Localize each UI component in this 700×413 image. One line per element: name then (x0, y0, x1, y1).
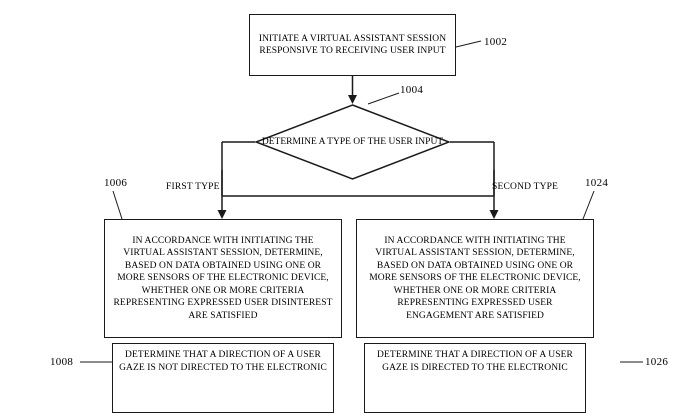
node-engagement-criteria-text: IN ACCORDANCE WITH INITIATING THE VIRTUAL ASSISTANT SESSION, DETERMINE, BASED ON DATA OBTAINED USING ONE OR MORE SENSORS OF THE ELECTRONIC DEVICE, WHETHER ONE OR MORE CRITERIA REPRESENTING EXPRESSED USER ENGAGEMENT ARE SATISFIED (369, 235, 581, 321)
node-gaze-directed-text: DETERMINE THAT A DIRECTION OF A USER GAZE IS DIRECTED TO THE ELECTRONIC (377, 350, 573, 373)
node-initiate-session (249, 14, 456, 76)
node-determine-type-text: DETERMINE A TYPE OF THE USER INPUT (261, 136, 444, 147)
node-determine-type (255, 104, 450, 180)
node-gaze-directed (364, 343, 586, 413)
node-gaze-not-directed (112, 343, 334, 413)
reference-numeral-1008: 1008 (50, 356, 74, 368)
node-gaze-not-directed-text: DETERMINE THAT A DIRECTION OF A USER GAZE IS NOT DIRECTED TO THE ELECTRONIC (119, 350, 327, 373)
branch-label-second-type: SECOND TYPE (492, 182, 559, 192)
branch-label-first-type: FIRST TYPE (166, 182, 220, 192)
reference-numeral-1004: 1004 (400, 84, 424, 96)
node-disinterest-criteria-text: IN ACCORDANCE WITH INITIATING THE VIRTUAL ASSISTANT SESSION, DETERMINE, BASED ON DATA OBTAINED USING ONE OR MORE SENSORS OF THE ELECTRONIC DEVICE, WHETHER ONE OR MORE CRITERIA REPRESENTING EXPRESSED USER DISINTEREST ARE SATISFIED (113, 235, 333, 321)
node-engagement-criteria (356, 219, 594, 338)
node-initiate-session-text: INITIATE A VIRTUAL ASSISTANT SESSION RESPONSIVE TO RECEIVING USER INPUT (258, 33, 447, 56)
reference-numeral-1002: 1002 (484, 36, 508, 48)
reference-numeral-1006: 1006 (104, 177, 128, 189)
reference-numeral-1024: 1024 (585, 177, 609, 189)
reference-numeral-1026: 1026 (645, 356, 669, 368)
node-disinterest-criteria (104, 219, 342, 338)
